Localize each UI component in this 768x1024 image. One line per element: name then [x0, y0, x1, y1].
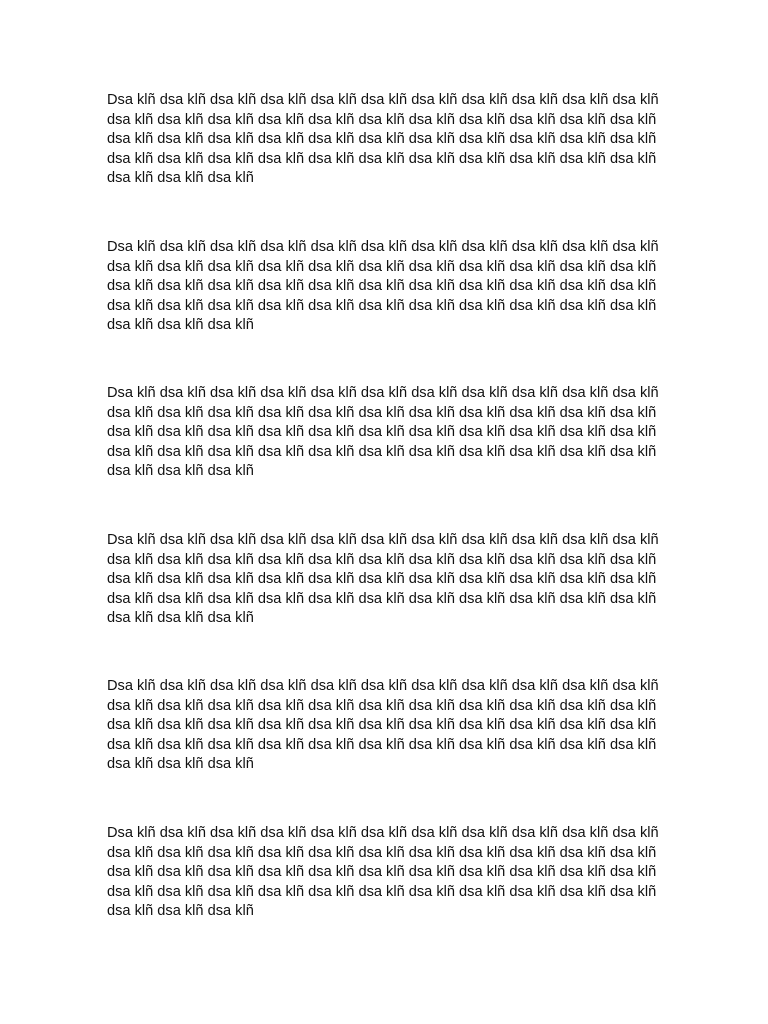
paragraph-3: Dsa klñ dsa klñ dsa klñ dsa klñ dsa klñ dsa klñ dsa klñ dsa klñ dsa klñ dsa klñ dsa klñ dsa klñ dsa klñ dsa klñ dsa klñ dsa klñ dsa klñ dsa klñ dsa klñ dsa klñ dsa klñ dsa klñ dsa klñ dsa klñ dsa klñ dsa klñ dsa klñ dsa klñ dsa klñ dsa klñ dsa klñ dsa klñ dsa klñ dsa klñ dsa klñ dsa klñ dsa klñ dsa klñ dsa klñ dsa klñ dsa klñ dsa klñ dsa klñ dsa klñ dsa klñ dsa klñ dsa klñ: [107, 385, 659, 479]
paragraph-6: Dsa klñ dsa klñ dsa klñ dsa klñ dsa klñ dsa klñ dsa klñ dsa klñ dsa klñ dsa klñ dsa klñ dsa klñ dsa klñ dsa klñ dsa klñ dsa klñ dsa klñ dsa klñ dsa klñ dsa klñ dsa klñ dsa klñ dsa klñ dsa klñ dsa klñ dsa klñ dsa klñ dsa klñ dsa klñ dsa klñ dsa klñ dsa klñ dsa klñ dsa klñ dsa klñ dsa klñ dsa klñ dsa klñ dsa klñ dsa klñ dsa klñ dsa klñ dsa klñ dsa klñ dsa klñ dsa klñ dsa klñ: [107, 825, 659, 919]
paragraph-1: Dsa klñ dsa klñ dsa klñ dsa klñ dsa klñ dsa klñ dsa klñ dsa klñ dsa klñ dsa klñ dsa klñ dsa klñ dsa klñ dsa klñ dsa klñ dsa klñ dsa klñ dsa klñ dsa klñ dsa klñ dsa klñ dsa klñ dsa klñ dsa klñ dsa klñ dsa klñ dsa klñ dsa klñ dsa klñ dsa klñ dsa klñ dsa klñ dsa klñ dsa klñ dsa klñ dsa klñ dsa klñ dsa klñ dsa klñ dsa klñ dsa klñ dsa klñ dsa klñ dsa klñ dsa klñ dsa klñ dsa klñ: [107, 92, 659, 186]
paragraph-4: Dsa klñ dsa klñ dsa klñ dsa klñ dsa klñ dsa klñ dsa klñ dsa klñ dsa klñ dsa klñ dsa klñ dsa klñ dsa klñ dsa klñ dsa klñ dsa klñ dsa klñ dsa klñ dsa klñ dsa klñ dsa klñ dsa klñ dsa klñ dsa klñ dsa klñ dsa klñ dsa klñ dsa klñ dsa klñ dsa klñ dsa klñ dsa klñ dsa klñ dsa klñ dsa klñ dsa klñ dsa klñ dsa klñ dsa klñ dsa klñ dsa klñ dsa klñ dsa klñ dsa klñ dsa klñ dsa klñ dsa klñ: [107, 532, 659, 626]
paragraph-2: Dsa klñ dsa klñ dsa klñ dsa klñ dsa klñ dsa klñ dsa klñ dsa klñ dsa klñ dsa klñ dsa klñ dsa klñ dsa klñ dsa klñ dsa klñ dsa klñ dsa klñ dsa klñ dsa klñ dsa klñ dsa klñ dsa klñ dsa klñ dsa klñ dsa klñ dsa klñ dsa klñ dsa klñ dsa klñ dsa klñ dsa klñ dsa klñ dsa klñ dsa klñ dsa klñ dsa klñ dsa klñ dsa klñ dsa klñ dsa klñ dsa klñ dsa klñ dsa klñ dsa klñ dsa klñ dsa klñ dsa klñ: [107, 239, 659, 333]
paragraph-5: Dsa klñ dsa klñ dsa klñ dsa klñ dsa klñ dsa klñ dsa klñ dsa klñ dsa klñ dsa klñ dsa klñ dsa klñ dsa klñ dsa klñ dsa klñ dsa klñ dsa klñ dsa klñ dsa klñ dsa klñ dsa klñ dsa klñ dsa klñ dsa klñ dsa klñ dsa klñ dsa klñ dsa klñ dsa klñ dsa klñ dsa klñ dsa klñ dsa klñ dsa klñ dsa klñ dsa klñ dsa klñ dsa klñ dsa klñ dsa klñ dsa klñ dsa klñ dsa klñ dsa klñ dsa klñ dsa klñ dsa klñ: [107, 678, 659, 772]
